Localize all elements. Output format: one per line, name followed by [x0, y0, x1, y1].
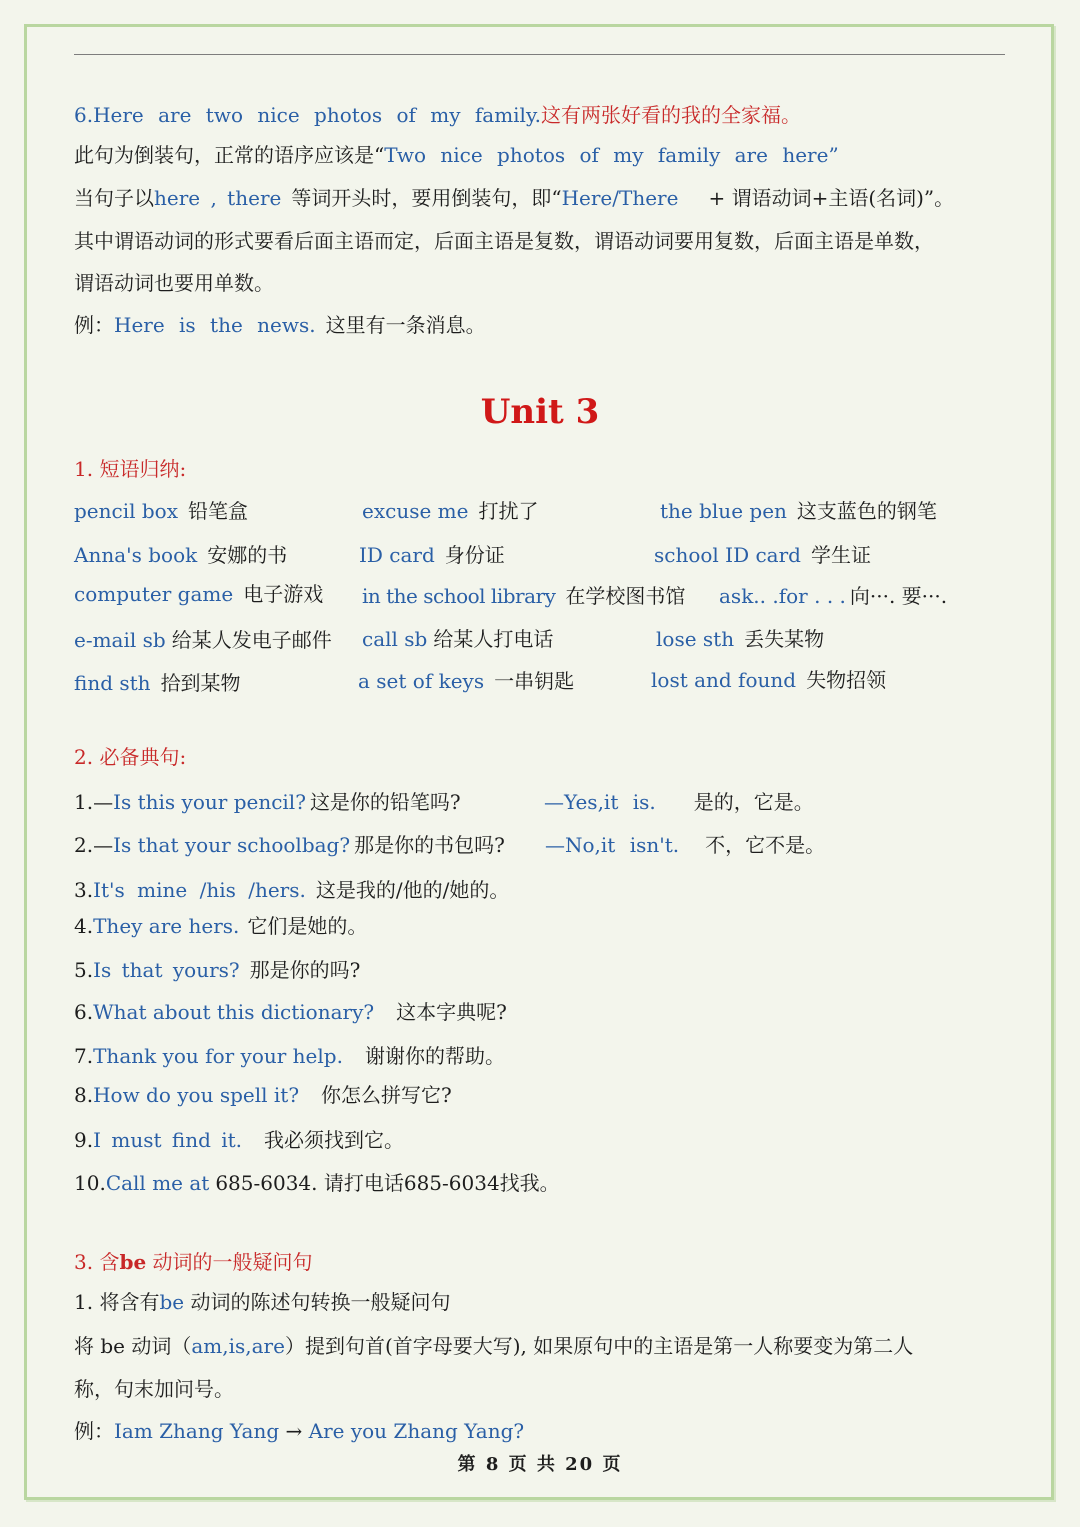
phrase-item — [651, 667, 886, 693]
sentence-cn: 这是你的铅笔吗? — [309, 790, 461, 814]
phrase-en: e-mail sb — [74, 628, 166, 652]
phrase-cn: 安娜的书 — [207, 543, 288, 567]
rule-detail-line: 其中谓语动词的形式要看后面主语而定，后面主语是复数，谓语动词要用复数，后面主语是单数， — [74, 229, 934, 253]
phrase-cn: 身份证 — [444, 543, 505, 567]
key-sentence-10 — [74, 1170, 560, 1196]
phrase-en: find sth — [74, 671, 151, 695]
sentence-en: I must find it. — [93, 1128, 243, 1152]
section-3-example — [74, 1418, 524, 1444]
phrase-cn: 拾到某物 — [160, 671, 241, 695]
phrase-cn: 一串钥匙 — [494, 669, 575, 693]
key-sentence-5 — [74, 957, 360, 983]
sentence-en: Is this your pencil? — [113, 790, 306, 814]
sentence-number: 10. — [74, 1171, 106, 1195]
key-sentence-4 — [74, 913, 367, 939]
example-line — [74, 312, 486, 338]
example-en: Here is the news. — [114, 313, 316, 337]
phrase-en: the blue pen — [660, 499, 787, 523]
section-3-rule-detail-2: 称，句末加问号。 — [74, 1377, 234, 1401]
phrase-item — [719, 583, 947, 609]
rule-text-b: 等词开头时，要用倒装句，即“ — [291, 186, 562, 210]
sentence-en: Is that your schoolbag? — [113, 833, 351, 857]
phrase-item — [660, 498, 937, 524]
phrase-en: a set of keys — [358, 669, 485, 693]
phrase-item — [362, 626, 553, 652]
sentence-number: 2.— — [74, 833, 114, 857]
phrase-cn: 在学校图书馆 — [565, 584, 686, 608]
phrase-cn: 学生证 — [810, 543, 871, 567]
inversion-explanation-line — [74, 142, 839, 168]
answer-cn: 是的，它是。 — [693, 790, 814, 814]
sentence-en: It's mine /his /hers. — [93, 878, 306, 902]
rule-text-c: 动词的陈述句转换一般疑问句 — [184, 1290, 451, 1314]
phrase-cn: 打扰了 — [478, 499, 539, 523]
phrase-en: computer game — [74, 582, 234, 606]
answer-en: —No,it isn't. — [545, 833, 680, 857]
example-question: Are you Zhang Yang? — [308, 1419, 525, 1443]
phrase-cn: 这支蓝色的钢笔 — [796, 499, 937, 523]
section-3-rule-title — [74, 1289, 450, 1315]
key-sentence-3 — [74, 877, 509, 903]
phrase-item — [362, 498, 538, 524]
answer-2 — [545, 832, 825, 858]
rule-be: be — [159, 1290, 185, 1314]
detail-be-forms: am,is,are — [191, 1334, 285, 1358]
sentence-number: 3. — [74, 878, 94, 902]
sentence-en: They are hers. — [93, 914, 240, 938]
section-3-rule-detail — [74, 1333, 913, 1359]
phrase-cn: 丢失某物 — [744, 627, 825, 651]
section-1-heading: 1. 短语归纳: — [74, 457, 187, 481]
sentence-cn: 这本字典呢? — [396, 1000, 507, 1024]
sentence-cn: 那是你的书包吗? — [354, 833, 505, 857]
key-sentence-2 — [74, 832, 505, 858]
rule-text-a: 1. 将含有 — [74, 1290, 160, 1314]
key-sentence-9 — [74, 1127, 404, 1153]
rule-text-c: + 谓语动词+主语(名词)”。 — [708, 186, 955, 210]
heading-text-a: 3. 含 — [74, 1250, 120, 1274]
key-sentence-7 — [74, 1043, 505, 1069]
phrase-cn: 给某人发电子邮件 — [171, 628, 332, 652]
sentence-number: 4. — [74, 914, 94, 938]
detail-text-c: ）提到句首(首字母要大写), 如果原句中的主语是第一人称要变为第二人 — [284, 1334, 914, 1358]
answer-en: —Yes,it is. — [544, 790, 656, 814]
example-label: 例： — [74, 313, 114, 337]
sentence-en: How do you spell it? — [93, 1083, 300, 1107]
phrase-item — [362, 583, 685, 609]
sentence-cn: 685-6034. 请打电话685-6034找我。 — [215, 1171, 560, 1195]
sentence-6-line — [74, 102, 801, 128]
phrase-item — [74, 627, 332, 653]
phrase-en: school ID card — [654, 543, 801, 567]
phrase-cn: 向···. 要···. — [849, 584, 948, 608]
sentence-cn: 我必须找到它。 — [264, 1128, 405, 1152]
phrase-cn: 铅笔盒 — [188, 499, 248, 523]
sentence-cn: 它们是她的。 — [247, 914, 368, 938]
sentence-number: 9. — [74, 1128, 94, 1152]
sentence-number: 7. — [74, 1044, 94, 1068]
sentence-cn: 那是你的吗? — [249, 958, 361, 982]
detail-text-a: 将 be 动词（ — [74, 1334, 192, 1358]
section-3-heading — [74, 1249, 313, 1275]
answer-cn: 不，它不是。 — [705, 833, 826, 857]
phrase-item — [74, 581, 323, 607]
phrase-item — [74, 670, 241, 696]
phrase-cn: 给某人打电话 — [433, 627, 554, 651]
phrase-en: lose sth — [656, 627, 735, 651]
phrase-item — [656, 626, 824, 652]
key-sentence-1 — [74, 789, 461, 815]
sentence-cn: 你怎么拼写它? — [321, 1083, 452, 1107]
sentence-en: Thank you for your help. — [93, 1044, 343, 1068]
phrase-cn: 电子游戏 — [243, 582, 324, 606]
example-cn: 这里有一条消息。 — [325, 313, 486, 337]
heading-be: be — [119, 1250, 147, 1274]
page-number: 第 8 页 共 20 页 — [457, 1454, 623, 1475]
phrase-en: pencil box — [74, 499, 178, 523]
explanation-text: 此句为倒装句，正常的语序应该是“ — [74, 143, 385, 167]
heading-text-c: 动词的一般疑问句 — [146, 1250, 313, 1274]
sentence-6-cn: 这有两张好看的我的全家福。 — [540, 103, 801, 127]
phrase-en: lost and found — [651, 668, 797, 692]
phrase-cn: 失物招领 — [806, 668, 887, 692]
rule-here-there: Here/There — [561, 186, 679, 210]
sentence-en: What about this dictionary? — [93, 1000, 375, 1024]
closing-quote: ” — [828, 143, 839, 167]
phrase-item — [359, 542, 505, 568]
rule-text-a: 当句子以 — [74, 186, 154, 210]
header-rule — [74, 54, 1005, 55]
phrase-en: in the school library — [362, 584, 556, 608]
phrase-item — [654, 542, 871, 568]
phrase-en: ID card — [359, 543, 435, 567]
answer-1 — [544, 789, 814, 815]
rule-keywords: here , there — [154, 186, 282, 210]
inversion-rule-line — [74, 185, 954, 211]
key-sentence-8 — [74, 1082, 452, 1108]
phrase-en: excuse me — [362, 499, 469, 523]
phrase-item — [74, 542, 287, 568]
arrow-icon: → — [279, 1419, 309, 1443]
phrase-item — [358, 668, 574, 694]
key-sentence-6 — [74, 999, 507, 1025]
example-label: 例： — [74, 1419, 114, 1443]
sentence-number: 1.— — [74, 790, 114, 814]
sentence-number: 5. — [74, 958, 94, 982]
rule-detail-line-2: 谓语动词也要用单数。 — [74, 271, 274, 295]
phrase-en: call sb — [362, 627, 428, 651]
phrase-en: Anna's book — [74, 543, 198, 567]
section-2-heading: 2. 必备典句: — [74, 745, 187, 769]
phrase-item — [74, 498, 248, 524]
sentence-6-en: 6.Here are two nice photos of my family. — [74, 103, 541, 127]
sentence-en: Is that yours? — [93, 958, 240, 982]
sentence-cn: 谢谢你的帮助。 — [364, 1044, 505, 1068]
sentence-en: Call me at — [105, 1171, 210, 1195]
unit-title: Unit 3 — [480, 392, 600, 432]
phrase-en: ask.. .for . . . — [719, 584, 846, 608]
example-statement: Iam Zhang Yang — [114, 1419, 280, 1443]
sentence-cn: 这是我的/他的/她的。 — [315, 878, 510, 902]
sentence-number: 8. — [74, 1083, 94, 1107]
normal-order-example: Two nice photos of my family are here — [384, 143, 829, 167]
sentence-number: 6. — [74, 1000, 94, 1024]
